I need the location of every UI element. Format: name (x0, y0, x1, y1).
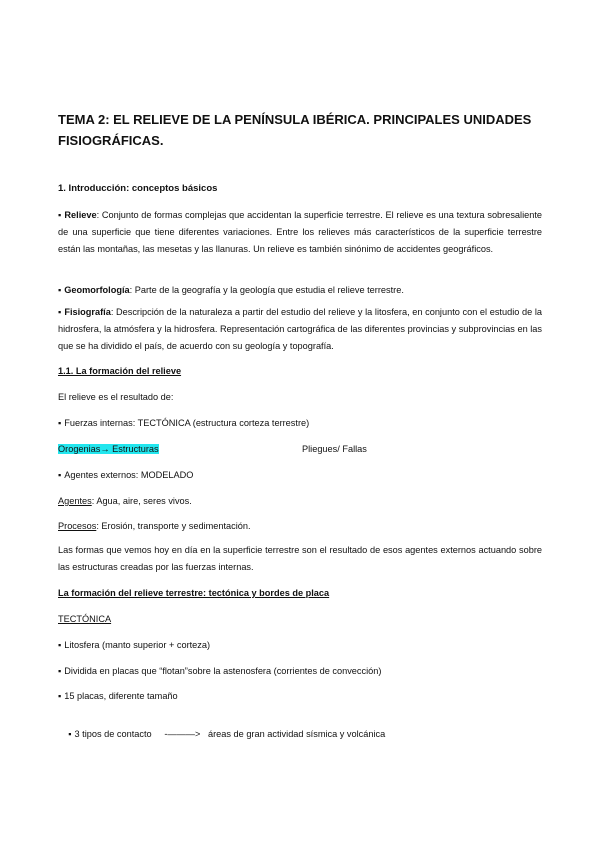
agentes-externos-text: Agentes externos: MODELADO (64, 470, 194, 480)
bullet-icon: ▪ (58, 666, 62, 676)
orogenias-highlight: Orogenias→ Estructuras (58, 444, 159, 454)
document-title: TEMA 2: EL RELIEVE DE LA PENÍNSULA IBÉRICA. PRINCIPALES UNIDADES FISIOGRÁFICAS. (58, 112, 532, 148)
agentes-term: Agentes (58, 496, 92, 506)
bullet-icon: ▪ (58, 285, 62, 295)
fuerzas-internas-item (58, 417, 309, 429)
procesos-term: Procesos (58, 521, 97, 531)
relieve-paragraph (58, 207, 542, 258)
agentes-text: : Agua, aire, seres vivos. (91, 496, 192, 506)
procesos-text: : Erosión, transporte y sedimentación. (96, 521, 251, 531)
contacto-item (58, 716, 385, 752)
formacion-relieve-heading: La formación del relieve terrestre: tectónica y bordes de placa (58, 588, 330, 598)
bullet-icon: ▪ (68, 729, 72, 739)
bullet-icon: ▪ (58, 307, 62, 317)
fisiografia-definition: : Descripción de la naturaleza a partir del estudio del relieve y la litosfera, en conjunto con el estudio de la hidrosfera, la atmósfera y la hidrosfera. Representación cartográfica de las diferentes provincias y subprovincias en las que se ha dividido el país, de acuerdo con su geología y topografía. (58, 307, 542, 351)
placas-item (58, 690, 178, 702)
agentes-externos-item (58, 469, 193, 481)
subsection-formacion-relieve: 1.1. La formación del relieve (58, 366, 182, 376)
relieve-term: Relieve (64, 210, 97, 220)
tectonica-heading: TECTÓNICA (58, 614, 112, 624)
bullet-icon: ▪ (58, 210, 62, 220)
fuerzas-internas-text: Fuerzas internas: TECTÓNICA (estructura corteza terrestre) (64, 418, 310, 428)
bullet-icon: ▪ (58, 691, 62, 701)
dividida-text: Dividida en placas que “flotan”sobre la astenosfera (corrientes de convección) (64, 666, 382, 676)
fisiografia-paragraph (58, 304, 542, 355)
litosfera-text: Litosfera (manto superior + corteza) (64, 640, 211, 650)
agentes-line (58, 495, 192, 507)
geomorfologia-definition: : Parte de la geografía y la geología que estudia el relieve terrestre. (129, 285, 404, 295)
geomorfologia-term: Geomorfología (64, 285, 130, 295)
bullet-icon: ▪ (58, 640, 62, 650)
bullet-icon: ▪ (58, 418, 62, 428)
contacto-text: 3 tipos de contacto -———> áreas de gran actividad sísmica y volcánica (74, 729, 386, 739)
placas-text: 15 placas, diferente tamaño (64, 691, 178, 701)
orogenias-line (58, 443, 159, 455)
fisiografia-term: Fisiografía (64, 307, 111, 317)
relieve-resultado-text: El relieve es el resultado de: (58, 392, 174, 402)
intro-heading: 1. Introducción: conceptos básicos (58, 183, 218, 194)
procesos-line (58, 520, 251, 532)
bullet-icon: ▪ (58, 470, 62, 480)
formas-paragraph: Las formas que vemos hoy en día en la superficie terrestre son el resultado de esos agentes externos actuando sobre las estructuras creadas por las fuerzas internas. (58, 545, 542, 572)
geomorfologia-paragraph (58, 282, 542, 299)
pliegues-fallas-text: Pliegues/ Fallas (302, 444, 367, 454)
relieve-definition: : Conjunto de formas complejas que accidentan la superficie terrestre. El relieve es una textura sobresaliente de una superficie que tiene diferentes variaciones. Entre los relieves más característicos de la superficie terrestre están las montañas, las mesetas y las llanuras. Un relieve es también sinónimo de accidentes geográficos. (58, 210, 542, 254)
dividida-item (58, 665, 381, 677)
litosfera-item (58, 639, 210, 651)
